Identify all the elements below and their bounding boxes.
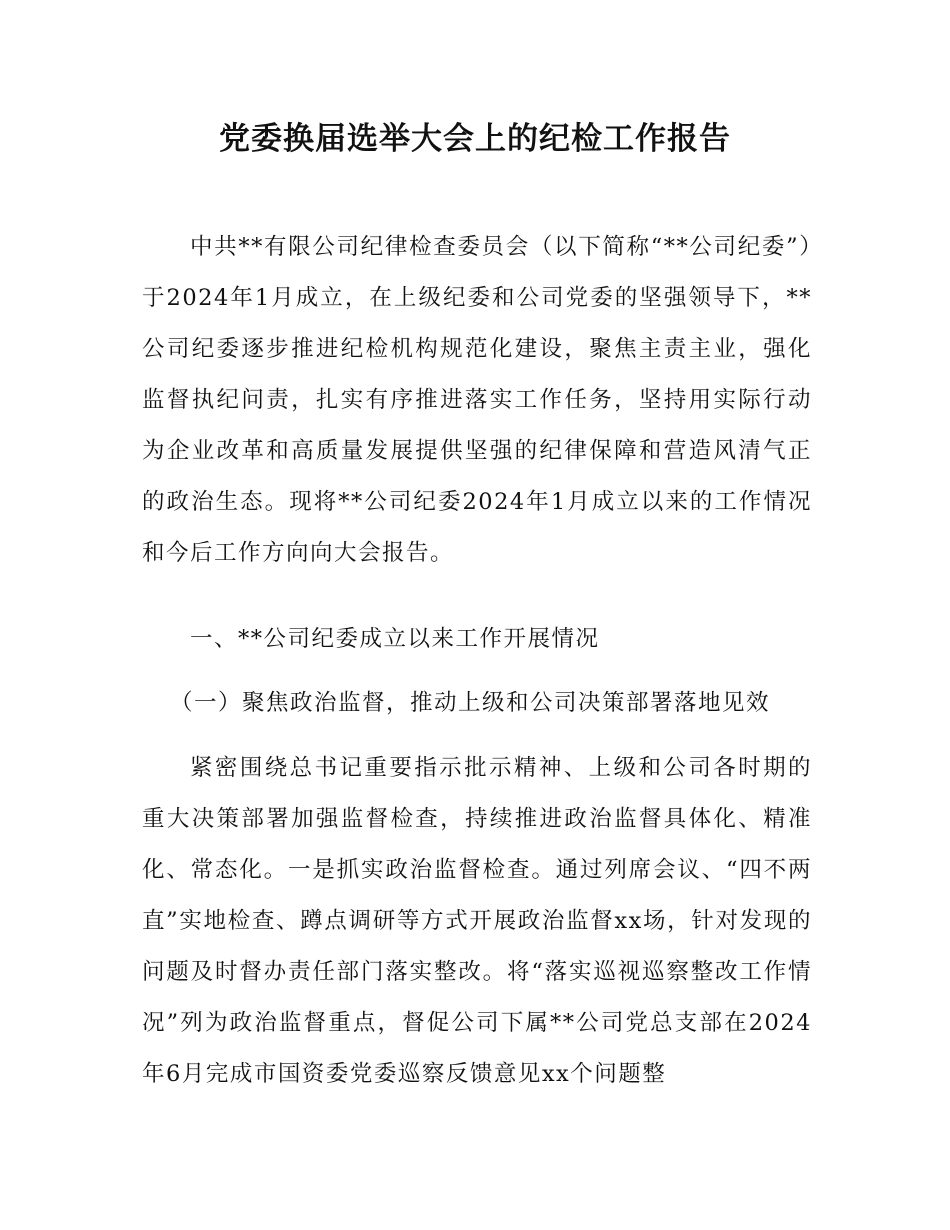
political-supervision-paragraph: 紧密围绕总书记重要指示批示精神、上级和公司各时期的重大决策部署加强监督检查，持续推进政治监督具体化、精准化、常态化。一是抓实政治监督检查。通过列席会议、“四不两直”实地检查、蹲点调研等方式开展政治监督xx场，针对发现的问题及时督办责任部门落实整改。将“落实巡视巡察整改工作情况”列为政治监督重点，督促公司下属**公司党总支部在2024年6月完成市国资委党委巡察反馈意见xx个问题整 bbox=[142, 755, 812, 1087]
intro-paragraph: 中共**有限公司纪律检查委员会（以下简称“**公司纪委”）于2024年1月成立，在上级纪委和公司党委的坚强领导下，**公司纪委逐步推进纪检机构规范化建设，聚焦主责主业，强化监督执纪问责，扎实有序推进落实工作任务，坚持用实际行动为企业改革和高质量发展提供坚强的纪律保障和营造风清气正的政治生态。现将**公司纪委2024年1月成立以来的工作情况和今后工作方向向大会报告。 bbox=[142, 234, 812, 566]
document-title: 党委换届选举大会上的纪检工作报告 bbox=[219, 121, 731, 157]
subsection-heading-1-1: （一）聚焦政治监督，推动上级和公司决策部署落地见效 bbox=[170, 690, 771, 716]
section-heading-1: 一、**公司纪委成立以来工作开展情况 bbox=[190, 626, 600, 652]
